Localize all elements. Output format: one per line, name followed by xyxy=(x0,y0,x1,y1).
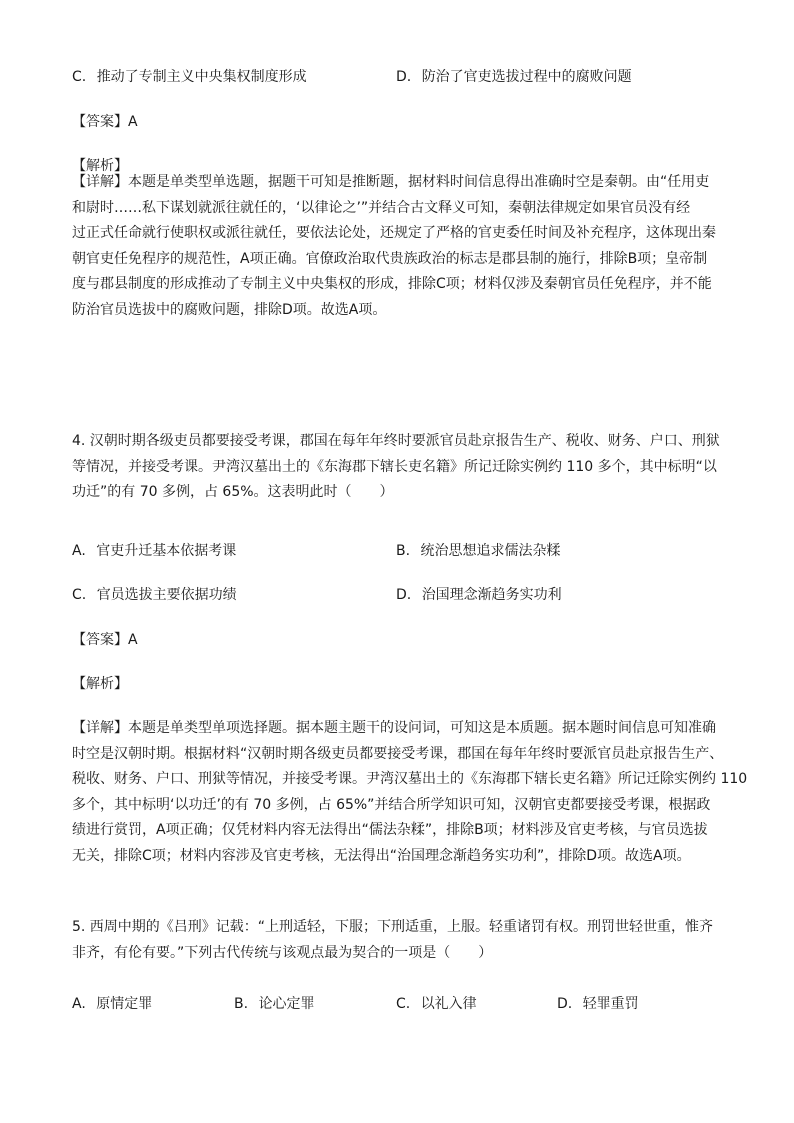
q4-detail xyxy=(72,716,748,870)
q3-option-c xyxy=(72,66,307,86)
detail-line: 绩进行赏罚，A项正确；仅凭材料内容无法得出“儒法杂糅”，排除B项；材料涉及官吏考核，与官员选拔 xyxy=(72,822,708,839)
option-letter: C. xyxy=(396,996,411,1012)
q4-analysis-label: 【解析】 xyxy=(72,676,128,692)
q5-option-a xyxy=(72,993,152,1013)
option-text: 官吏升迁基本依据考课 xyxy=(96,543,237,559)
option-text: 推动了专制主义中央集权制度形成 xyxy=(96,69,307,85)
detail-line: 防治官员选拔中的腐败问题，排除D项。故选A项。 xyxy=(72,301,387,318)
option-letter: D. xyxy=(396,69,412,85)
q3-option-d xyxy=(396,66,632,86)
option-letter: C. xyxy=(72,587,87,603)
option-text: 论心定罪 xyxy=(258,996,315,1012)
detail-line: 无关，排除C项；材料内容涉及官吏考核，无法得出“治国理念渐趋务实功利”，排除D项。故选A项。 xyxy=(72,847,691,864)
detail-line: 朝官吏任免程序的规范性，A项正确。官僚政治取代贵族政治的标志是郡县制的施行，排除B项；皇帝制 xyxy=(72,250,708,267)
stem-line: 功迁”的有 70 多例，占 65%。这表明此时（ ） xyxy=(72,484,394,501)
option-letter: D. xyxy=(557,996,573,1012)
detail-line: 过正式任命就行使职权或派往就任，要依法论处，还规定了严格的官吏委任时间及补充程序，这体现出秦 xyxy=(72,225,716,242)
q4-option-c xyxy=(72,584,237,604)
q4-option-a xyxy=(72,540,236,560)
stem-line: 等情况，并接受考课。尹湾汉墓出土的《东海郡下辖长吏名籍》所记迁除实例约 110 多个，其中标明“以 xyxy=(72,458,717,475)
q5-stem xyxy=(72,915,722,966)
option-text: 以礼入律 xyxy=(420,996,477,1012)
stem-line: 4. 汉朝时期各级吏员都要接受考课，郡国在每年年终时要派官员赴京报告生产、税收、财务、户口、刑狱 xyxy=(72,433,720,449)
detail-line: 多个，其中标明‘以功迁’的有 70 多例，占 65%”并结合所学知识可知，汉朝官吏都要接受考课，根据政 xyxy=(72,796,711,813)
q3-analysis-label: 【解析】 xyxy=(72,158,128,174)
q5-option-d xyxy=(557,993,639,1013)
option-text: 防治了官吏选拔过程中的腐败问题 xyxy=(421,69,632,85)
option-letter: A. xyxy=(72,543,86,559)
detail-line: 时空是汉朝时期。根据材料“汉朝时期各级吏员都要接受考课，郡国在每年年终时要派官员赴京报告生产、 xyxy=(72,745,724,762)
q3-detail xyxy=(72,170,722,324)
option-letter: D. xyxy=(396,587,412,603)
detail-line: 【详解】本题是单类型单项选择题。据本题主题干的设问词，可知这是本质题。据本题时间信息可知准确 xyxy=(72,720,716,736)
detail-line: 度与郡县制度的形成推动了专制主义中央集权的形成，排除C项；材料仅涉及秦朝官员任免程序，并不能 xyxy=(72,276,712,293)
q3-answer: 【答案】A xyxy=(72,114,138,130)
option-letter: C. xyxy=(72,69,87,85)
option-letter: A. xyxy=(72,996,86,1012)
q5-option-b xyxy=(234,993,315,1013)
option-letter: B. xyxy=(396,543,411,559)
option-text: 治国理念渐趋务实功利 xyxy=(421,587,562,603)
option-text: 官员选拔主要依据功绩 xyxy=(96,587,237,603)
q4-option-d xyxy=(396,584,562,604)
option-text: 轻罪重罚 xyxy=(582,996,639,1012)
q5-option-c xyxy=(396,993,477,1013)
option-text: 原情定罪 xyxy=(96,996,153,1012)
q4-answer: 【答案】A xyxy=(72,632,138,648)
option-letter: B. xyxy=(234,996,249,1012)
detail-line: 税收、财务、户口、刑狱等情况，并接受考课。尹湾汉墓出土的《东海郡下辖长吏名籍》所记迁除实例约 110 xyxy=(72,771,748,788)
stem-line: 非齐，有伦有要。”下列古代传统与该观点最为契合的一项是（ ） xyxy=(72,944,493,961)
detail-line: 和尉时……私下谋划就派往就任的，‘以律论之’”并结合古文释义可知，秦朝法律规定如果官员没有经 xyxy=(72,199,691,216)
detail-line: 【详解】本题是单类型单选题，据题干可知是推断题，据材料时间信息得出准确时空是秦朝。由“任用吏 xyxy=(72,174,710,190)
stem-line: 5. 西周中期的《吕刑》记载：“上刑适轻，下服；下刑适重，上服。轻重诸罚有权。刑罚世轻世重，惟齐 xyxy=(72,919,714,935)
option-text: 统治思想追求儒法杂糅 xyxy=(420,543,561,559)
q4-stem xyxy=(72,429,722,506)
q4-option-b xyxy=(396,540,561,560)
